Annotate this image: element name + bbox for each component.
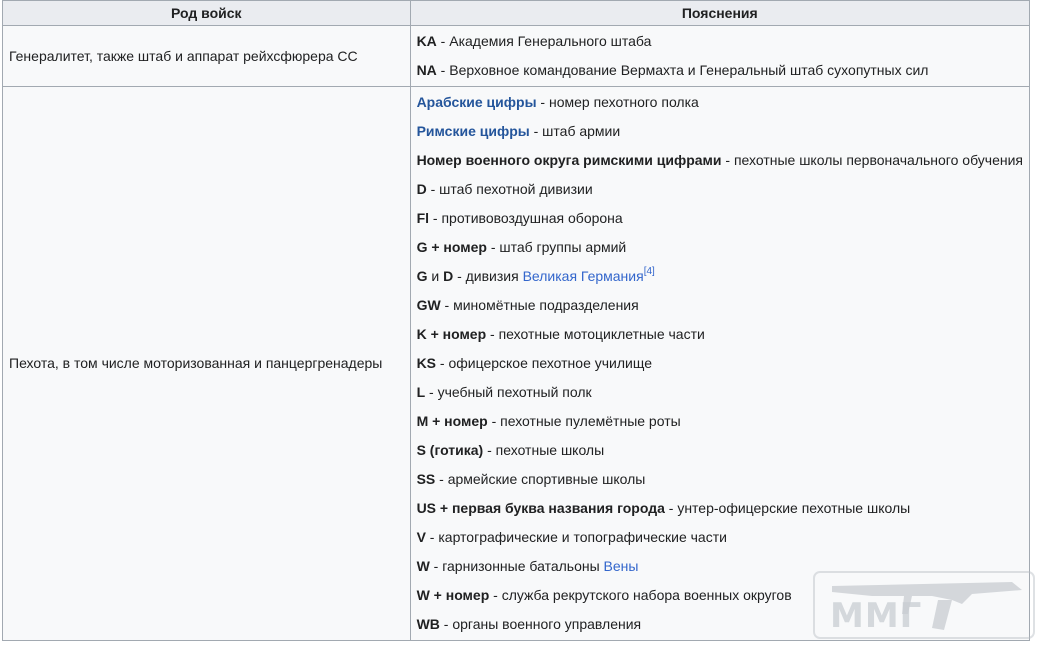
code-label: SS <box>416 471 436 487</box>
explanation-item <box>417 56 1023 85</box>
code-label: V <box>416 529 426 545</box>
explanation-item <box>417 117 1023 146</box>
explanation-item <box>417 146 1023 175</box>
explanation-item <box>417 320 1023 349</box>
explanation-item <box>417 494 1023 523</box>
explanation-item <box>417 378 1023 407</box>
explanation-item <box>417 465 1023 494</box>
explanation-item <box>417 204 1023 233</box>
column-header-branch: Род войск <box>3 1 411 26</box>
description-text: - органы военного управления <box>439 616 642 632</box>
code-label: K + номер <box>416 326 487 342</box>
table-row <box>3 26 1030 87</box>
code-label: Fl <box>416 210 430 226</box>
code-label: G <box>416 268 428 284</box>
code-label: D <box>443 268 454 284</box>
explanation-item <box>417 27 1023 56</box>
code-label: W + номер <box>416 587 490 603</box>
description-text: - картографические и топографические части <box>425 529 727 545</box>
conjunction-text: и <box>427 268 444 284</box>
description-text: - офицерское пехотное училище <box>436 355 652 371</box>
code-label: W <box>416 558 430 574</box>
code-link[interactable]: Арабские цифры <box>416 94 537 110</box>
description-text: - пехотные школы <box>483 442 605 458</box>
explanation-item <box>417 262 1023 291</box>
code-label: NA <box>416 62 437 78</box>
description-text: - штаб группы армий <box>486 239 627 255</box>
code-label: S (готика) <box>416 442 484 458</box>
description-text: - противовоздушная оборона <box>429 210 623 226</box>
code-label: L <box>416 384 426 400</box>
explanation-item <box>417 233 1023 262</box>
code-label: KS <box>416 355 437 371</box>
explanation-item <box>417 291 1023 320</box>
explanation-cell <box>410 87 1029 641</box>
description-text: - служба рекрутского набора военных округов <box>489 587 792 603</box>
code-label: GW <box>416 297 441 313</box>
branch-cell: Пехота, в том числе моторизованная и панцергренадеры <box>3 87 411 641</box>
branch-cell: Генералитет, также штаб и аппарат рейхсфюрера СС <box>3 26 411 87</box>
description-text: - унтер-офицерские пехотные школы <box>664 500 911 516</box>
description-text: - пехотные школы первоначального обучения <box>721 152 1023 168</box>
code-label: WB <box>416 616 440 632</box>
reference-link[interactable]: [4] <box>643 266 655 278</box>
troops-table <box>2 0 1030 641</box>
description-text: - миномётные подразделения <box>440 297 639 313</box>
description-text: - пехотные мотоциклетные части <box>486 326 705 342</box>
wiki-link[interactable]: Великая Германия <box>522 268 644 284</box>
code-label: KA <box>416 33 437 49</box>
table-header-row <box>3 1 1030 26</box>
description-text: - Академия Генерального штаба <box>436 33 652 49</box>
table-body <box>3 26 1030 641</box>
description-text: - пехотные пулемётные роты <box>487 413 681 429</box>
description-text: - дивизия <box>453 268 523 284</box>
explanation-cell <box>410 26 1029 87</box>
description-text: - Верховное командование Вермахта и Генеральный штаб сухопутных сил <box>436 62 929 78</box>
code-label: D <box>416 181 427 197</box>
code-label: G + номер <box>416 239 487 255</box>
wiki-link[interactable]: Вены <box>603 558 639 574</box>
description-text: - номер пехотного полка <box>536 94 699 110</box>
explanation-item <box>417 349 1023 378</box>
code-label: US + первая буква названия города <box>416 500 665 516</box>
description-text: - штаб армии <box>529 123 621 139</box>
explanation-item <box>417 88 1023 117</box>
table-row <box>3 87 1030 641</box>
column-header-explanations: Пояснения <box>410 1 1029 26</box>
description-text: - армейские спортивные школы <box>435 471 646 487</box>
explanation-item <box>417 523 1023 552</box>
code-link[interactable]: Римские цифры <box>416 123 530 139</box>
code-label: M + номер <box>416 413 488 429</box>
description-text: - гарнизонные батальоны <box>429 558 604 574</box>
description-text: - штаб пехотной дивизии <box>426 181 593 197</box>
code-label: Номер военного округа римскими цифрами <box>416 152 722 168</box>
watermark-text: ММГ <box>830 596 923 636</box>
description-text: - учебный пехотный полк <box>425 384 592 400</box>
explanation-item <box>417 407 1023 436</box>
explanation-item <box>417 436 1023 465</box>
explanation-item <box>417 175 1023 204</box>
